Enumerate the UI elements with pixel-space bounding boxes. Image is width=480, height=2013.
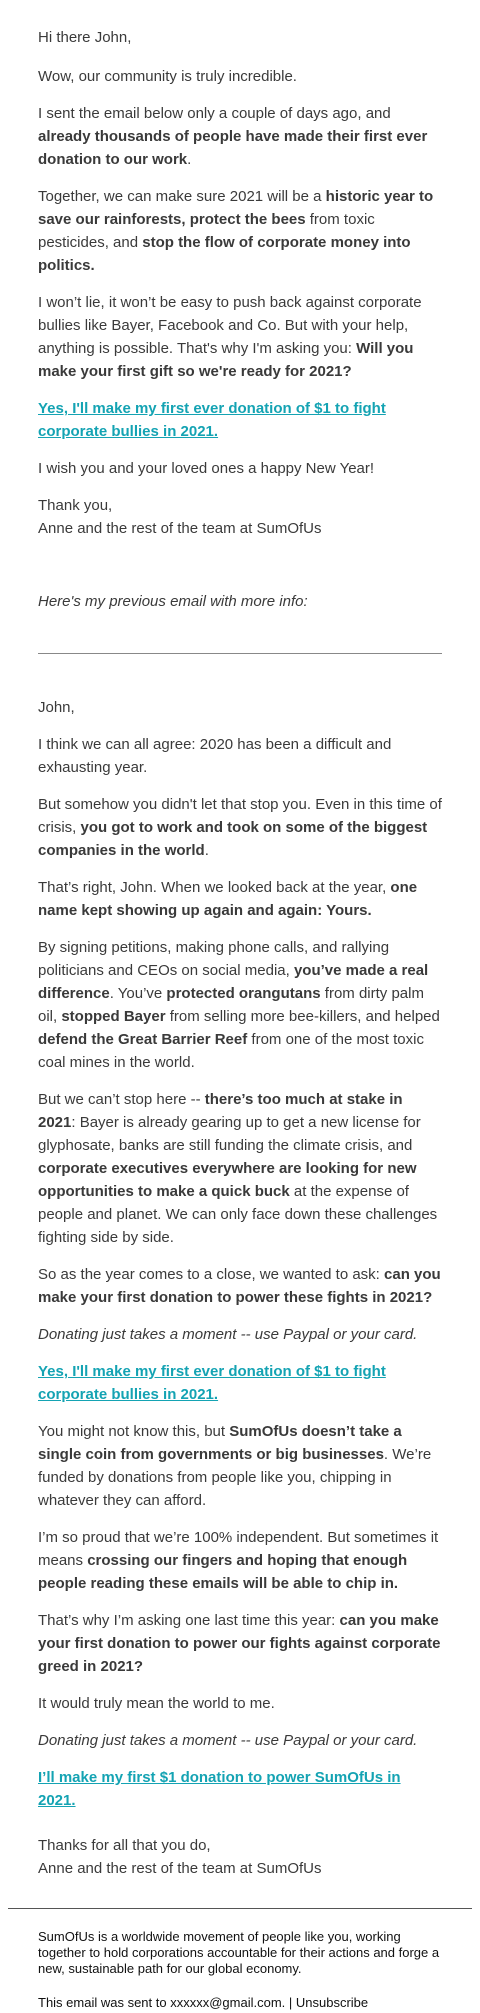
text: . You’ve — [109, 985, 167, 1002]
paragraph-yours — [38, 876, 442, 922]
bold-text: defend the Great Barrier Reef — [38, 1031, 248, 1048]
paragraph-2020: I think we can all agree: 2020 has been a difficult and exhausting year. — [38, 736, 392, 776]
footer — [0, 1929, 480, 2011]
italic-text: Donating just takes a moment -- use Paypal or your card. — [38, 1732, 418, 1749]
signoff-line: Thank you, — [38, 497, 113, 514]
text: . — [187, 151, 192, 168]
footer-divider — [8, 1908, 472, 1909]
bold-text: protected orangutans — [166, 985, 321, 1002]
text: from dirty palm oil, — [38, 985, 424, 1025]
bold-text: you got to work and took on some of the biggest companies in the world — [38, 819, 428, 859]
bold-text: can you make your first donation to power our fights against corporate greed in 2021? — [38, 1612, 441, 1675]
cta-paragraph-1 — [38, 397, 442, 443]
footer-about: SumOfUs is a worldwide movement of people like you, working together to hold corporations accountable for their actions and forge a new, sustainable path for our global economy. — [38, 1929, 440, 1976]
paragraph-crisis — [38, 793, 442, 862]
paragraph-last-ask — [38, 1609, 442, 1678]
text: That’s right, John. When we looked back at the year, — [38, 879, 391, 896]
bold-text: stopped Bayer — [61, 1008, 166, 1025]
bold-text: stop the flow of corporate money into politics. — [38, 234, 411, 274]
greeting-2: John, — [38, 699, 75, 716]
signature: Anne and the rest of the team at SumOfUs — [38, 520, 322, 537]
text: I sent the email below only a couple of days ago, and — [38, 105, 391, 122]
bold-text: corporate executives everywhere are looking for new opportunities to make a quick buck — [38, 1160, 417, 1200]
italic-text: Donating just takes a moment -- use Paypal or your card. — [38, 1326, 418, 1343]
spacer — [38, 554, 442, 590]
bold-text: SumOfUs doesn’t take a single coin from governments or big businesses — [38, 1423, 402, 1463]
greeting: Hi there John, — [38, 29, 132, 46]
text: But somehow you didn't let that stop you. Even in this time of crisis, — [38, 796, 442, 836]
text: You might not know this, but — [38, 1423, 230, 1440]
paragraph-ask-2 — [38, 1263, 442, 1309]
text: from one of the most toxic coal mines in the world. — [38, 1031, 424, 1071]
text: That’s why I’m asking one last time this year: — [38, 1612, 340, 1629]
donate-link-1[interactable]: Yes, I'll make my first ever donation of $1 to fight corporate bullies in 2021. — [38, 400, 386, 440]
donate-link-3[interactable]: I’ll make my first $1 donation to power SumOfUs in 2021. — [38, 1769, 401, 1809]
bold-text: Will you make your first gift so we're ready for 2021? — [38, 340, 414, 380]
signature: Anne and the rest of the team at SumOfUs — [38, 1860, 322, 1877]
paragraph-intro: Wow, our community is truly incredible. — [38, 68, 297, 85]
italic-text: Here's my previous email with more info: — [38, 593, 308, 610]
paragraph-ask — [38, 291, 442, 383]
signoff-1 — [38, 494, 442, 540]
unsubscribe-link[interactable]: Unsubscribe — [295, 1995, 369, 2010]
text: I’m so proud that we’re 100% independent. But sometimes it means — [38, 1529, 439, 1569]
signoff-line: Thanks for all that you do, — [38, 1837, 211, 1854]
footer-sent-to — [38, 1995, 442, 2011]
text: Together, we can make sure 2021 will be a — [38, 188, 326, 205]
paragraph-new-year: I wish you and your loved ones a happy New Year! — [38, 460, 375, 477]
paragraph-thousands — [38, 102, 442, 171]
text: : Bayer is already gearing up to get a new license for glyphosate, banks are still funding the climate crisis, and — [38, 1114, 421, 1154]
donate-note-1 — [38, 1323, 442, 1346]
text: at the expense of people and planet. We can only face down these challenges fighting side by side. — [38, 1183, 438, 1246]
bold-text: historic year to save our rainforests, protect the bees — [38, 188, 434, 228]
text: By signing petitions, making phone calls, and rallying politicians and CEOs on social media, — [38, 939, 390, 979]
text: from toxic pesticides, and — [38, 211, 375, 251]
bold-text: crossing our fingers and hoping that enough people reading these emails will be able to chip in. — [38, 1552, 408, 1592]
previous-email-intro — [38, 590, 442, 613]
paragraph-independent-funding — [38, 1420, 442, 1512]
paragraph-mean-the-world: It would truly mean the world to me. — [38, 1695, 275, 1712]
text: . We’re funded by donations from people like you, chipping in whatever they can afford. — [38, 1446, 432, 1509]
text: from selling more bee-killers, and helped — [165, 1008, 440, 1025]
text: So as the year comes to a close, we wanted to ask: — [38, 1266, 385, 1283]
text: . — [204, 842, 209, 859]
bold-text: one name kept showing up again and again: Yours. — [38, 879, 418, 919]
text: But we can’t stop here -- — [38, 1091, 205, 1108]
bold-text: there’s too much at stake in 2021 — [38, 1091, 403, 1131]
bold-text: already thousands of people have made their first ever donation to our work — [38, 128, 428, 168]
paragraph-proud — [38, 1526, 442, 1595]
paragraph-achievements — [38, 936, 442, 1074]
signoff-2 — [38, 1834, 442, 1880]
bold-text: you’ve made a real difference — [38, 962, 429, 1002]
donate-note-2 — [38, 1729, 442, 1752]
paragraph-historic-year — [38, 185, 442, 277]
cta-paragraph-3 — [38, 1766, 442, 1812]
bold-text: can you make your first donation to power these fights in 2021? — [38, 1266, 441, 1306]
divider — [38, 653, 442, 654]
paragraph-at-stake — [38, 1088, 442, 1249]
text: I won’t lie, it won’t be easy to push back against corporate bullies like Bayer, Facebook and Co. But with your help, anything is possible. That's why I'm asking you: — [38, 294, 422, 357]
donate-link-2[interactable]: Yes, I'll make my first ever donation of $1 to fight corporate bullies in 2021. — [38, 1363, 386, 1403]
sent-to-text: This email was sent to xxxxxx@gmail.com. | — [38, 1995, 296, 2010]
cta-paragraph-2 — [38, 1360, 442, 1406]
